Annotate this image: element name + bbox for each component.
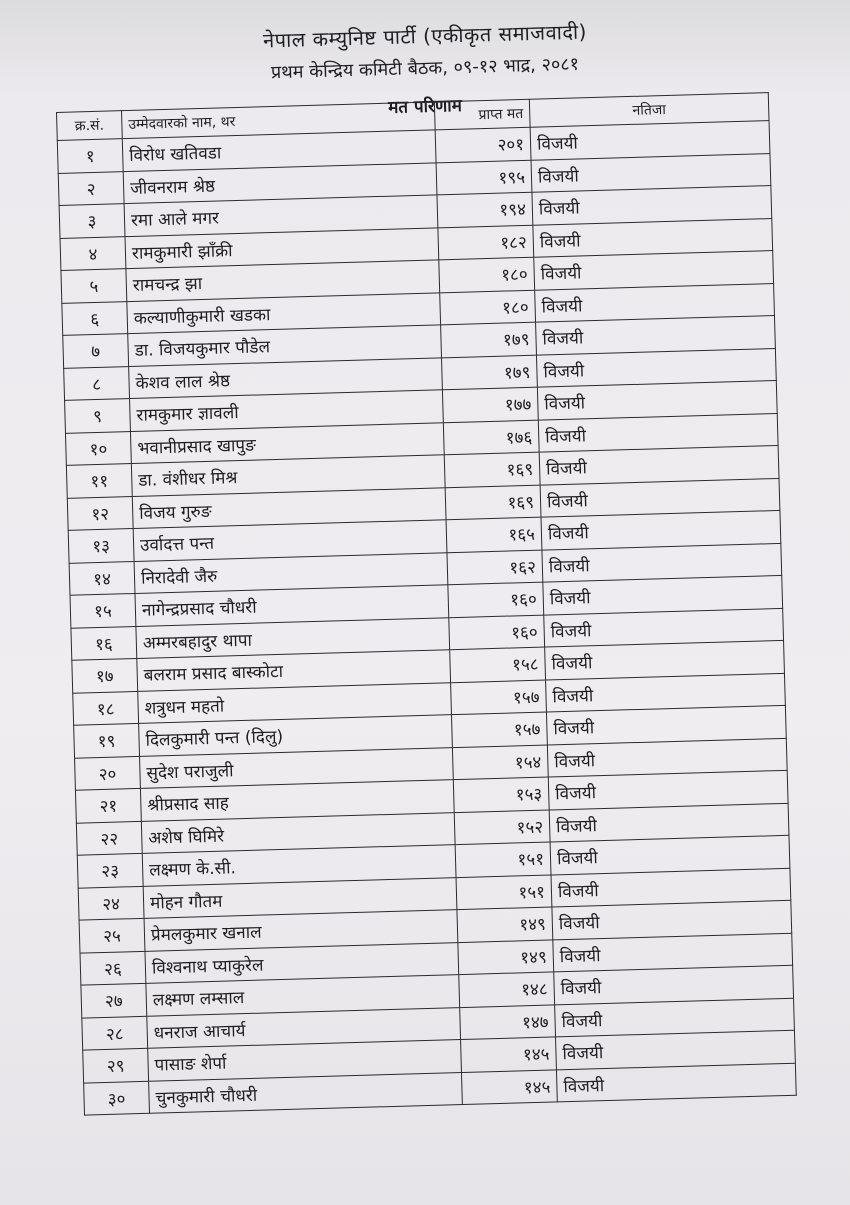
cell-serial: २३ <box>77 853 143 887</box>
cell-result: विजयी <box>548 770 788 809</box>
cell-result: विजयी <box>533 218 773 257</box>
cell-name: सुदेश पराजुली <box>140 747 454 788</box>
cell-name: केशव लाल श्रेष्ठ <box>129 357 443 398</box>
cell-result: विजयी <box>556 1063 796 1102</box>
cell-name: लक्ष्मण लम्साल <box>146 975 460 1016</box>
cell-name: बलराम प्रसाद बास्कोटा <box>137 650 451 691</box>
cell-result: विजयी <box>554 965 794 1004</box>
cell-serial: ३० <box>84 1081 150 1115</box>
cell-serial: १३ <box>68 529 134 563</box>
cell-serial: २९ <box>83 1048 149 1082</box>
cell-result: विजयी <box>546 673 786 712</box>
cell-votes: १९४ <box>437 192 533 227</box>
cell-name: चुनकुमारी चौधरी <box>149 1072 463 1113</box>
cell-result: विजयी <box>545 640 785 679</box>
cell-result: विजयी <box>537 380 777 419</box>
cell-result: विजयी <box>551 868 791 907</box>
cell-serial: ११ <box>66 464 132 498</box>
cell-votes: १४९ <box>457 907 553 942</box>
party-name: नेपाल कम्युनिष्ट पार्टी (एकीकृत समाजवादी) <box>262 19 588 53</box>
cell-serial: २० <box>75 756 141 790</box>
cell-votes: १५१ <box>456 874 552 909</box>
cell-name: रमा आले मगर <box>124 195 438 236</box>
cell-votes: १४९ <box>458 939 554 974</box>
cell-votes: १६० <box>449 615 545 650</box>
cell-result: विजयी <box>535 283 775 322</box>
cell-name: मोहन गौतम <box>143 877 457 918</box>
cell-name: डा. वंशीधर मिश्र <box>131 455 445 496</box>
cell-name: शत्रुधन महतो <box>138 682 452 723</box>
cell-serial: ९ <box>65 399 131 433</box>
cell-result: विजयी <box>536 316 776 355</box>
cell-result: विजयी <box>536 348 776 387</box>
cell-serial: २१ <box>75 788 141 822</box>
cell-name: अम्मरबहादुर थापा <box>136 617 450 658</box>
cell-name: प्रेमलकुमार खनाल <box>144 910 458 951</box>
cell-votes: २०१ <box>435 127 531 162</box>
cell-votes: १४७ <box>460 1004 556 1039</box>
cell-name: निरादेवी जैरु <box>134 552 448 593</box>
cell-votes: १६० <box>448 582 544 617</box>
cell-serial: २४ <box>78 886 144 920</box>
cell-votes: १४५ <box>461 1069 557 1104</box>
table-body <box>57 121 796 1116</box>
cell-votes: १४८ <box>459 972 555 1007</box>
cell-name: धनराज आचार्य <box>147 1007 461 1048</box>
cell-votes: १६२ <box>447 550 543 585</box>
cell-serial: ३ <box>59 204 125 238</box>
header-name: उम्मेदवारको नाम, थर <box>121 102 435 139</box>
cell-result: विजयी <box>543 575 783 614</box>
cell-name: लक्ष्मण के.सी. <box>142 845 456 886</box>
cell-result: विजयी <box>552 900 792 939</box>
cell-votes: १८० <box>440 290 536 325</box>
cell-serial: १४ <box>69 561 135 595</box>
cell-serial: ६ <box>62 301 128 335</box>
cell-votes: १७७ <box>442 387 538 422</box>
cell-serial: १५ <box>70 593 136 627</box>
cell-name: डा. विजयकुमार पौडेल <box>128 325 442 366</box>
cell-result: विजयी <box>530 121 770 160</box>
cell-serial: १२ <box>67 496 133 530</box>
cell-votes: १५७ <box>451 680 547 715</box>
page-title: मत परिणाम <box>387 95 463 119</box>
cell-result: विजयी <box>538 413 778 452</box>
header-result: नतिजा <box>529 93 769 128</box>
cell-name: अशेष घिमिरे <box>141 812 455 853</box>
cell-result: विजयी <box>542 543 782 582</box>
cell-name: नागेन्द्रप्रसाद चौधरी <box>135 585 449 626</box>
cell-name: रामकुमारी झाँक्री <box>125 227 439 268</box>
cell-serial: २ <box>58 171 124 205</box>
cell-result: विजयी <box>540 478 780 517</box>
cell-votes: १६९ <box>445 485 541 520</box>
cell-name: विश्वनाथ प्याकुरेल <box>145 942 459 983</box>
cell-name: उर्वादत्त पन्त <box>133 520 447 561</box>
cell-result: विजयी <box>553 933 793 972</box>
cell-name: पासाङ शेर्पा <box>148 1040 462 1081</box>
cell-serial: ५ <box>61 269 127 303</box>
header-serial: क्र.सं. <box>57 111 123 141</box>
header-votes: प्राप्त मत <box>434 99 530 130</box>
cell-serial: २७ <box>81 983 147 1017</box>
cell-name: रामकुमार ज्ञावली <box>130 390 444 431</box>
cell-votes: १५२ <box>454 810 550 845</box>
cell-votes: १७९ <box>442 355 538 390</box>
cell-result: विजयी <box>544 608 784 647</box>
cell-serial: ४ <box>60 236 126 270</box>
cell-serial: २६ <box>80 951 146 985</box>
cell-result: विजयी <box>541 510 781 549</box>
cell-name: विरोध खतिवडा <box>122 130 436 171</box>
cell-name: भवानीप्रसाद खापुङ <box>130 422 444 463</box>
cell-serial: १० <box>65 431 131 465</box>
cell-serial: ८ <box>64 366 130 400</box>
cell-serial: १ <box>57 139 123 173</box>
cell-votes: १५७ <box>451 712 547 747</box>
cell-votes: १८२ <box>438 225 534 260</box>
cell-votes: १५१ <box>455 842 551 877</box>
cell-name: दिलकुमारी पन्त (दिलु) <box>139 715 453 756</box>
cell-result: विजयी <box>550 835 790 874</box>
cell-serial: १६ <box>71 626 137 660</box>
cell-votes: १५८ <box>450 647 546 682</box>
cell-serial: २८ <box>82 1016 148 1050</box>
cell-votes: १७९ <box>441 322 537 357</box>
cell-votes: १६९ <box>444 452 540 487</box>
cell-serial: २२ <box>76 821 142 855</box>
cell-result: विजयी <box>547 738 787 777</box>
cell-name: जीवनराम श्रेष्ठ <box>123 162 437 203</box>
cell-serial: १७ <box>72 658 138 692</box>
cell-serial: १८ <box>73 691 139 725</box>
cell-name: विजय गुरुङ <box>132 487 446 528</box>
cell-result: विजयी <box>534 251 774 290</box>
cell-result: विजयी <box>549 803 789 842</box>
cell-result: विजयी <box>531 153 771 192</box>
cell-name: श्रीप्रसाद साह <box>140 780 454 821</box>
cell-votes: १४५ <box>461 1037 557 1072</box>
cell-result: विजयी <box>532 186 772 225</box>
cell-result: विजयी <box>555 998 795 1037</box>
cell-votes: १५४ <box>452 745 548 780</box>
results-table <box>56 92 792 1115</box>
cell-result: विजयी <box>556 1030 796 1069</box>
cell-votes: १९५ <box>436 160 532 195</box>
cell-result: विजयी <box>539 445 779 484</box>
cell-name: कल्याणीकुमारी खडका <box>127 292 441 333</box>
cell-serial: २५ <box>79 918 145 952</box>
cell-votes: १८० <box>439 257 535 292</box>
meeting-info: प्रथम केन्द्रिय कमिटी बैठक, ०९-१२ भाद्र, २०८१ <box>270 53 580 84</box>
cell-votes: १६५ <box>446 517 542 552</box>
cell-votes: १५३ <box>453 777 549 812</box>
cell-votes: १७६ <box>443 420 539 455</box>
cell-name: रामचन्द्र झा <box>126 260 440 301</box>
cell-serial: ७ <box>63 334 129 368</box>
cell-result: विजयी <box>546 705 786 744</box>
cell-serial: १९ <box>74 723 140 757</box>
